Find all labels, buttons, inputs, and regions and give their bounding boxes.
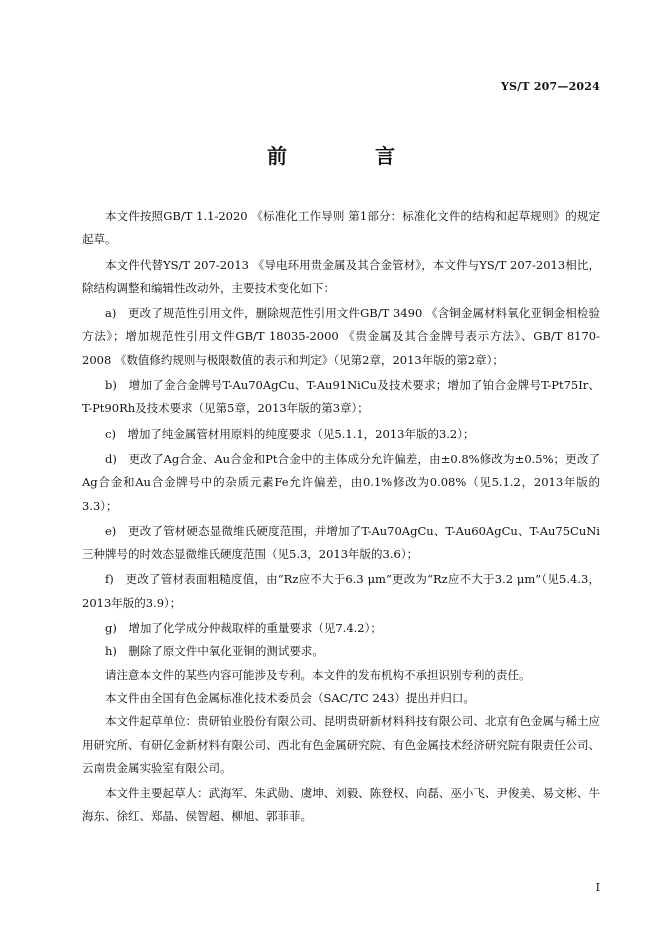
paragraph-patent-notice: 请注意本文件的某些内容可能涉及专利。本文件的发布机构不承担识别专利的责任。 (105, 667, 531, 682)
page-title: 前 言 (267, 144, 429, 168)
list-item-e: e) 更改了管材硬态显微维氏硬度范围，并增加了T-Au70AgCu、T-Au60AgCu、T-Au75CuNi三种牌号的时效态显微维氏硬度范围（见5.3，2013年版的3.6）； (82, 523, 600, 562)
page-number: I (595, 881, 600, 894)
document-code: YS/T 207—2024 (500, 80, 600, 93)
paragraph-drafting-rules: 本文件按照GB/T 1.1-2020 《标准化工作导则 第1部分：标准化文件的结构和起草规则》的规定起草。 (82, 209, 600, 247)
paragraph-drafting-units: 本文件起草单位：贵研铂业股份有限公司、昆明贵研新材料科技有限公司、北京有色金属与稀土应用研究所、有研亿金新材料有限公司、西北有色金属研究院、有色金属技术经济研究院有限责任公司、云南贵金属实验室有限公司。 (82, 714, 600, 775)
document-body (82, 205, 600, 829)
list-item-d: d) 更改了Ag合金、Au合金和Pt合金中的主体成分允许偏差，由±0.8%修改为±0.5%；更改了Ag合金和Au合金牌号中的杂质元素Fe允许偏差，由0.1%修改为0.08%（见5.1.2，2013年版的3.3）； (82, 451, 600, 513)
list-item-g: g) 增加了化学成分仲裁取样的重量要求（见7.4.2）； (105, 621, 382, 636)
list-item-h: h) 删除了原文件中氧化亚铜的测试要求。 (105, 644, 324, 659)
paragraph-replacement: 本文件代替YS/T 207-2013 《导电环用贵金属及其合金管材》，本文件与YS/T 207-2013相比，除结构调整和编辑性改动外，主要技术变化如下： (82, 257, 600, 295)
paragraph-drafters: 本文件主要起草人：武海军、朱武勋、虞坤、刘毅、陈登权、向磊、巫小飞、尹俊美、易文彬、牛海东、徐红、郑晶、侯智超、柳旭、郭菲菲。 (82, 786, 600, 824)
list-item-f: f) 更改了管材表面粗糙度值，由“Rz应不大于6.3 μm”更改为“Rz应不大于3.2 μm”（见5.4.3，2013年版的3.9）； (82, 572, 600, 610)
list-item-b: b) 增加了金合金牌号T-Au70AgCu、T-Au91NiCu及技术要求；增加了铂合金牌号T-Pt75Ir、T-Pt90Rh及技术要求（见第5章，2013年版的第3章）； (82, 378, 600, 416)
paragraph-proposer: 本文件由全国有色金属标准化技术委员会（SAC/TC 243）提出并归口。 (105, 690, 475, 705)
list-item-c: c) 增加了纯金属管材用原料的纯度要求（见5.1.1，2013年版的3.2）； (105, 426, 475, 441)
list-item-a: a) 更改了规范性引用文件，删除规范性引用文件GB/T 3490 《含铜金属材料氧化亚铜金相检验方法》；增加规范性引用文件GB/T 18035-2000 《贵金属及其合金牌号表示方法》、GB/T 8170-2008 《数值修约规则与极限数值的表示和判定》（见第2章，2013年版的第2章）； (82, 306, 600, 367)
